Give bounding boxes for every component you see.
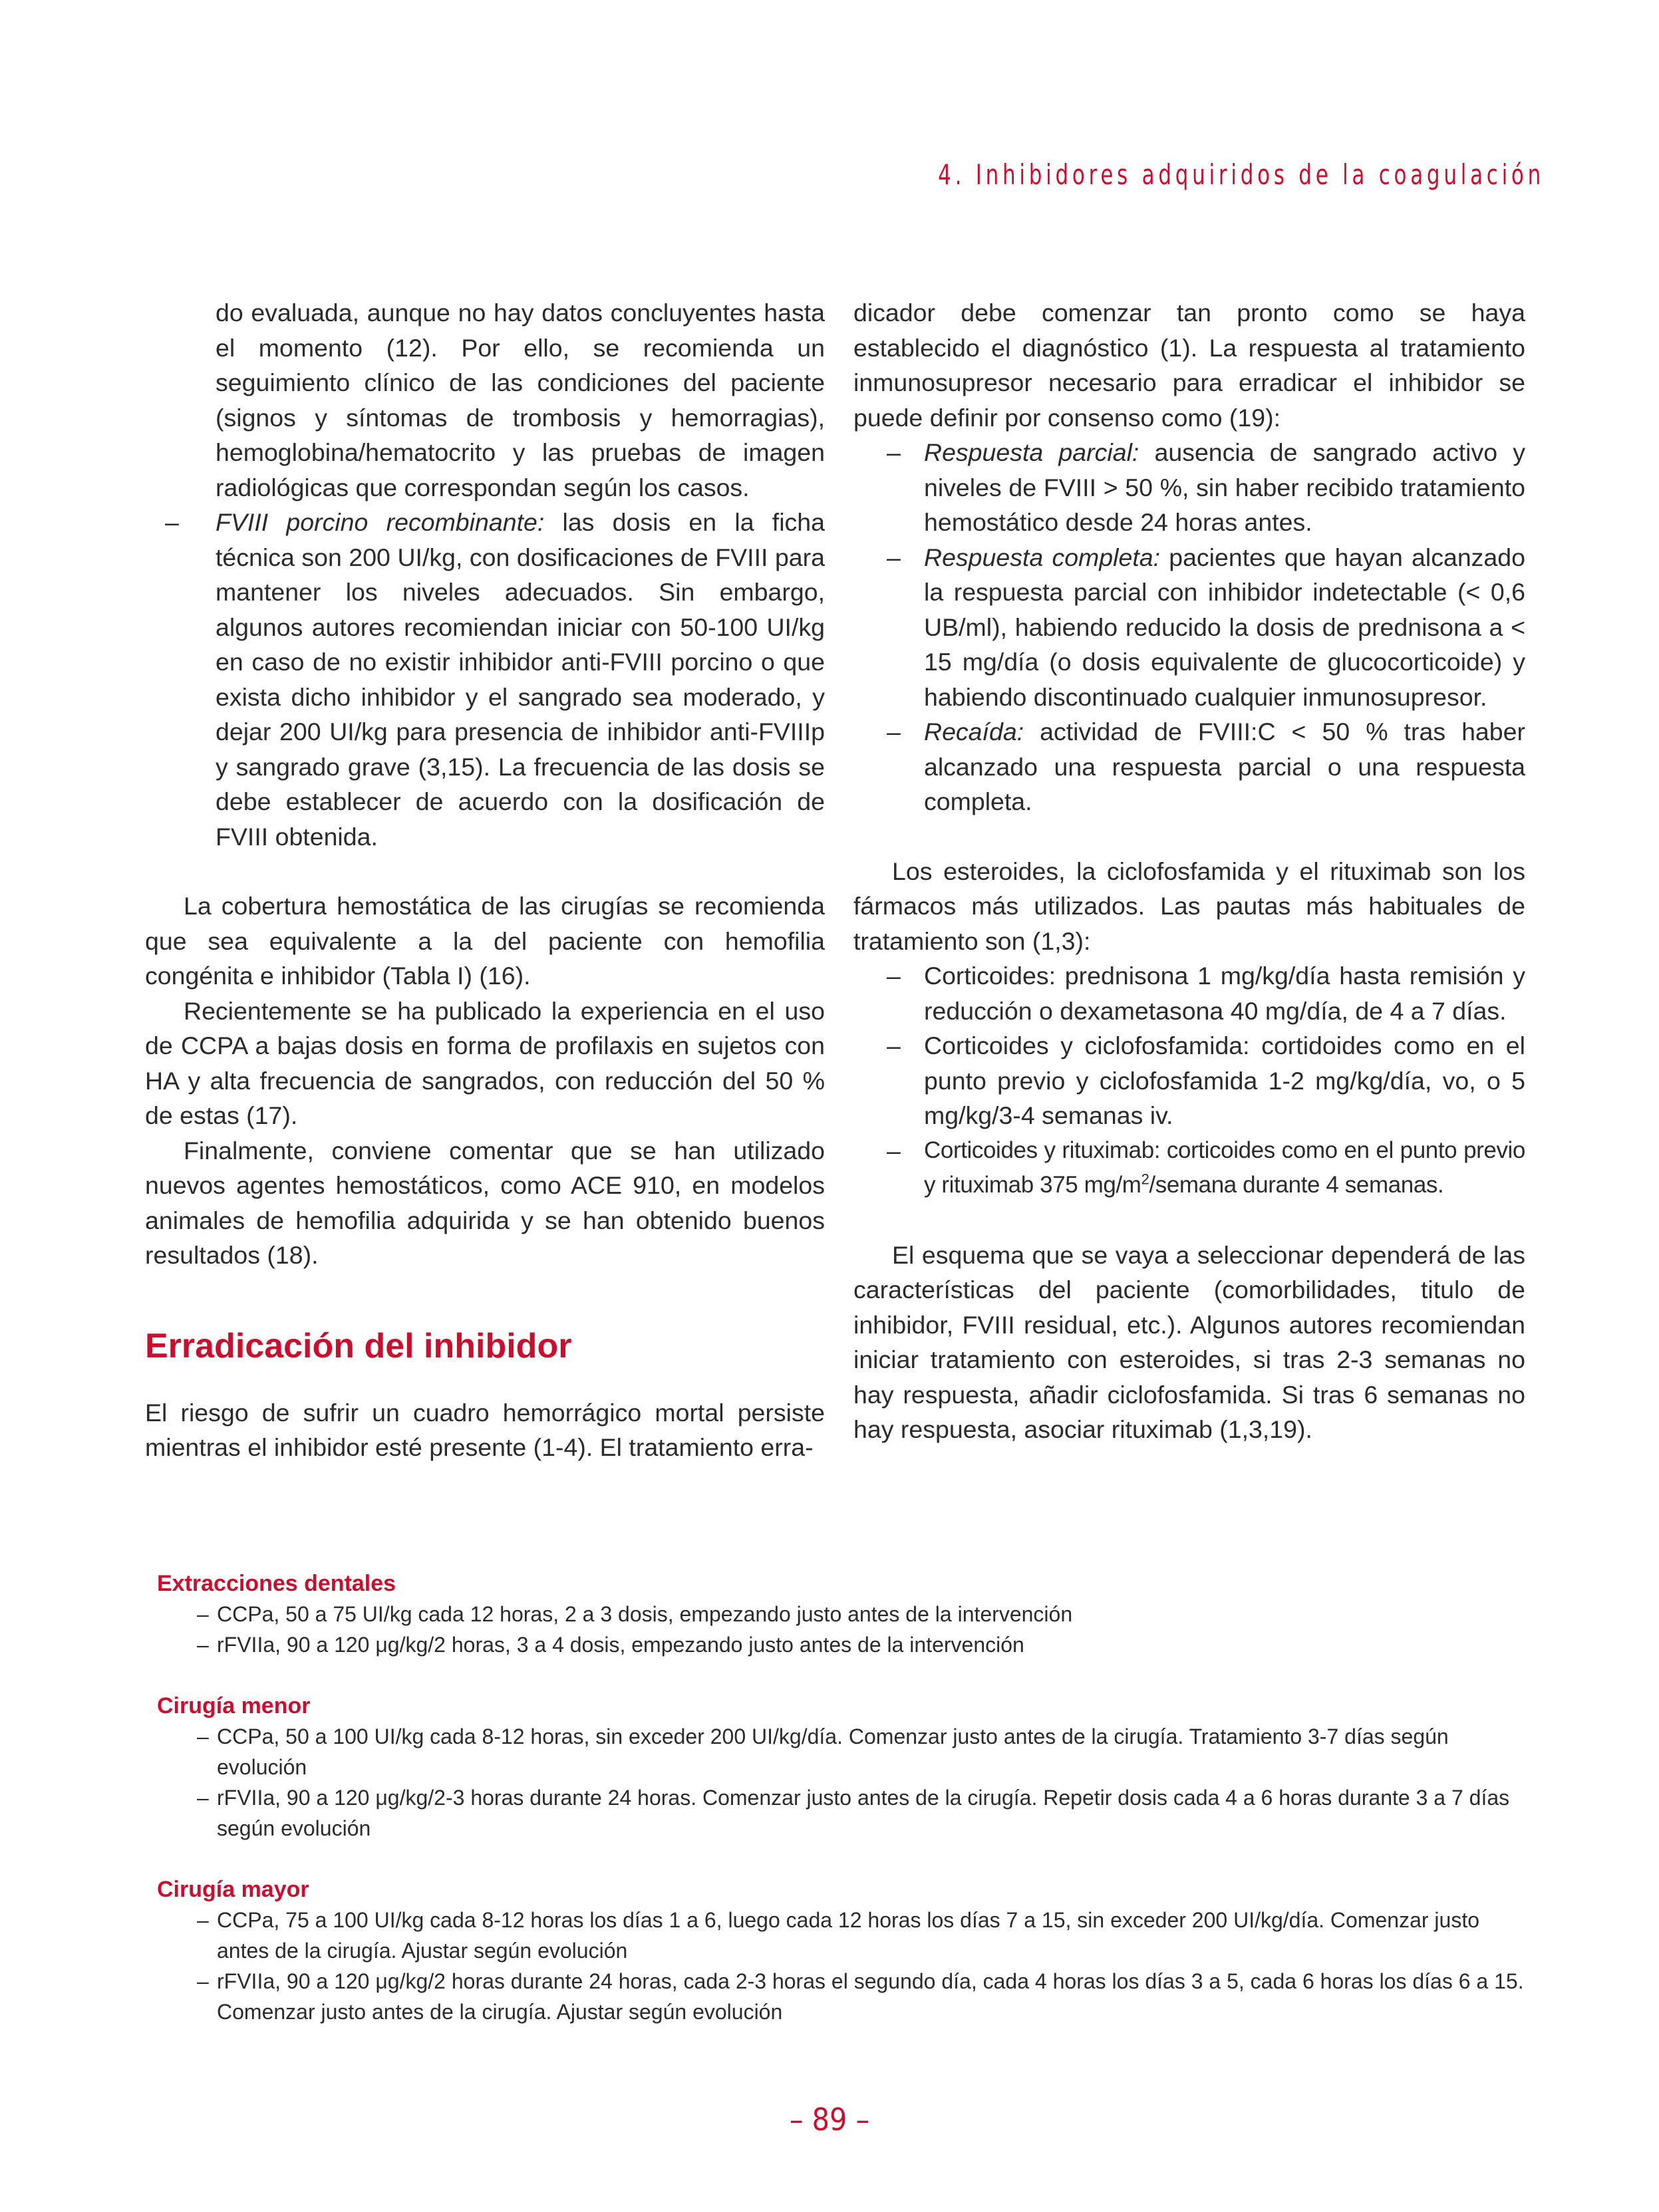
- continued-paragraph: do evaluada, aunque no hay datos concluyentes hasta el momento (12). Por ello, se recomienda un seguimiento clínico de las condiciones del paciente (signos y síntomas de trombosis y hemorragias), hemoglobina/hematocrito y las pruebas de imagen radiológicas que correspondan según los casos.: [216, 299, 825, 501]
- dash-bullet: –: [887, 1032, 901, 1059]
- paragraph-farmacos: Los esteroides, la ciclofosfamida y el rituximab son los fármacos más utilizados. Las pautas más habituales de tratamiento son (1,3):: [853, 857, 1525, 955]
- item-text: ausencia de sangrado activo y niveles de FVIII > 50 %, sin haber recibido tratamiento hemostático desde 24 horas antes.: [924, 438, 1525, 536]
- table-item-text: rFVIIa, 90 a 120 μg/kg/2 horas, 3 a 4 dosis, empezando justo antes de la intervención: [217, 1633, 1024, 1657]
- dash-bullet: –: [197, 1908, 209, 1932]
- table-item-text: CCPa, 50 a 100 UI/kg cada 8-12 horas, sin exceder 200 UI/kg/día. Comenzar justo antes de la cirugía. Tratamiento 3-7 días según evolución: [217, 1725, 1449, 1779]
- item-label: Respuesta completa:: [924, 543, 1161, 571]
- item-text-end: /semana durante 4 semanas.: [1149, 1172, 1444, 1198]
- item-label: Respuesta parcial:: [924, 438, 1139, 466]
- item-text: pacientes que hayan alcanzado la respuesta parcial con inhibidor indetectable (< 0,6 UB/ml), habiendo reducido la dosis de prednisona a < 15 mg/día (o dosis equivalente de glucocorticoide) y habiendo discontinuado cualquier inmunosupresor.: [924, 543, 1525, 711]
- page-number: – 89 –: [789, 2102, 870, 2138]
- list-item-recaida: [853, 714, 1525, 819]
- list-item-respuesta-completa: [853, 540, 1525, 715]
- list-item-pauta-rituximab: [853, 1133, 1525, 1203]
- paragraph-esquema: El esquema que se vaya a seleccionar dependerá de las características del paciente (comorbilidades, titulo de inhibidor, FVIII residual, etc.). Algunos autores recomiendan iniciar tratamiento con esteroides, si tras 2-3 semanas no hay respuesta, añadir ciclofosfamida. Si tras 6 semanas no hay respuesta, asociar rituximab (1,3,19).: [853, 1240, 1525, 1443]
- table-item-text: CCPa, 50 a 75 UI/kg cada 12 horas, 2 a 3 dosis, empezando justo antes de la intervención: [217, 1602, 1073, 1626]
- dash-bullet: –: [887, 438, 901, 466]
- left-column: [145, 295, 825, 1465]
- paragraph-ace910: Finalmente, conviene comentar que se han utilizado nuevos agentes hemostáticos, como ACE 910, en modelos animales de hemofilia adquirida y se han obtenido buenos resultados (18).: [145, 1136, 825, 1269]
- dash-bullet: –: [197, 1633, 209, 1657]
- paragraph-ccpa: Recientemente se ha publicado la experiencia en el uso de CCPA a bajas dosis en forma de profilaxis en sujetos con HA y alta frecuencia de sangrados, con reducción del 50 % de estas (17).: [145, 996, 825, 1129]
- item-text: Corticoides y ciclofosfamida: cortidoides como en el punto previo y ciclofosfamida 1-2 mg/kg/día, vo, o 5 mg/kg/3-4 semanas iv.: [924, 1032, 1525, 1129]
- item-text: Corticoides y rituximab: corticoides como en el punto previo y rituximab 375 mg/m: [924, 1137, 1525, 1198]
- item-text: Corticoides: prednisona 1 mg/kg/día hasta remisión y reducción o dexametasona 40 mg/día, de 4 a 7 días.: [924, 962, 1525, 1025]
- table-item: [157, 1782, 1527, 1844]
- running-header: 4. Inhibidores adquiridos de la coagulación: [938, 158, 1545, 191]
- right-column: [853, 295, 1525, 1447]
- paragraph-cobertura: La cobertura hemostática de las cirugías se recomienda que sea equivalente a la del paciente con hemofilia congénita e inhibidor (Tabla I) (16).: [145, 892, 825, 990]
- table-item-text: rFVIIa, 90 a 120 μg/kg/2 horas durante 24 horas, cada 2-3 horas el segundo día, cada 4 horas los días 3 a 5, cada 6 horas los días 6 a 15. Comenzar justo antes de la cirugía. Ajustar según evolución: [217, 1969, 1524, 2024]
- section-heading: Erradicación del inhibidor: [145, 1326, 572, 1365]
- dash-bullet: –: [887, 718, 901, 746]
- item-label: Recaída:: [924, 718, 1024, 746]
- table-item-text: CCPa, 75 a 100 UI/kg cada 8-12 horas los días 1 a 6, luego cada 12 horas los días 7 a 15, sin exceder 200 UI/kg/día. Comenzar justo antes de la cirugía. Ajustar según evolución: [217, 1908, 1480, 1963]
- table-item: [157, 1721, 1527, 1782]
- dash-bullet: –: [197, 1969, 209, 1993]
- table-item: [157, 1905, 1527, 1966]
- dash-bullet: –: [887, 962, 901, 990]
- dash-bullet: –: [197, 1786, 209, 1810]
- item-text: actividad de FVIII:C < 50 % tras haber alcanzado una respuesta parcial o una respuesta completa.: [924, 718, 1525, 815]
- paragraph-respuesta: dicador debe comenzar tan pronto como se haya establecido el diagnóstico (1). La respuesta al tratamiento inmunosupresor necesario para erradicar el inhibidor se puede definir por consenso como (19):: [853, 299, 1525, 432]
- dash-bullet: –: [197, 1725, 209, 1748]
- dash-bullet: –: [197, 1602, 209, 1626]
- table-item-text: rFVIIa, 90 a 120 μg/kg/2-3 horas durante 24 horas. Comenzar justo antes de la cirugía. Repetir dosis cada 4 a 6 horas durante 3 a 7 días según evolución: [217, 1786, 1510, 1840]
- table-item: [157, 1629, 1527, 1660]
- table-section-title: Cirugía menor: [157, 1693, 311, 1719]
- list-item-pauta-ciclofosfamida: [853, 1028, 1525, 1133]
- dash-bullet: –: [887, 1136, 901, 1165]
- dash-bullet: –: [887, 543, 901, 571]
- item-text: las dosis en la ficha técnica son 200 UI/kg, con dosificaciones de FVIII para mantener los niveles adecuados. Sin embargo, algunos autores recomiendan iniciar con 50-100 UI/kg en caso de no existir inhibidor anti-FVIII porcino o que exista dicho inhibidor y el sangrado sea moderado, y dejar 200 UI/kg para presencia de inhibidor anti-FVIIIp y sangrado grave (3,15). La frecuencia de las dosis se debe establecer de acuerdo con la dosificación de FVIII obtenida.: [216, 508, 826, 851]
- dosing-table: [157, 1568, 1527, 2027]
- table-section-title: Cirugía mayor: [157, 1877, 309, 1902]
- list-item-pauta-corticoides: [853, 958, 1525, 1028]
- list-item-fviii-porcino: [145, 505, 825, 854]
- table-section-title: Extracciones dentales: [157, 1571, 396, 1596]
- table-item: [157, 1966, 1527, 2027]
- item-label: FVIII porcino recombinante:: [216, 508, 545, 536]
- table-item: [157, 1599, 1527, 1629]
- dash-bullet: –: [165, 508, 179, 536]
- paragraph-riesgo: El riesgo de sufrir un cuadro hemorrágico mortal persiste mientras el inhibidor esté presente (1-4). El tratamiento erra-: [145, 1398, 825, 1461]
- list-item-respuesta-parcial: [853, 435, 1525, 540]
- superscript: 2: [1141, 1171, 1149, 1188]
